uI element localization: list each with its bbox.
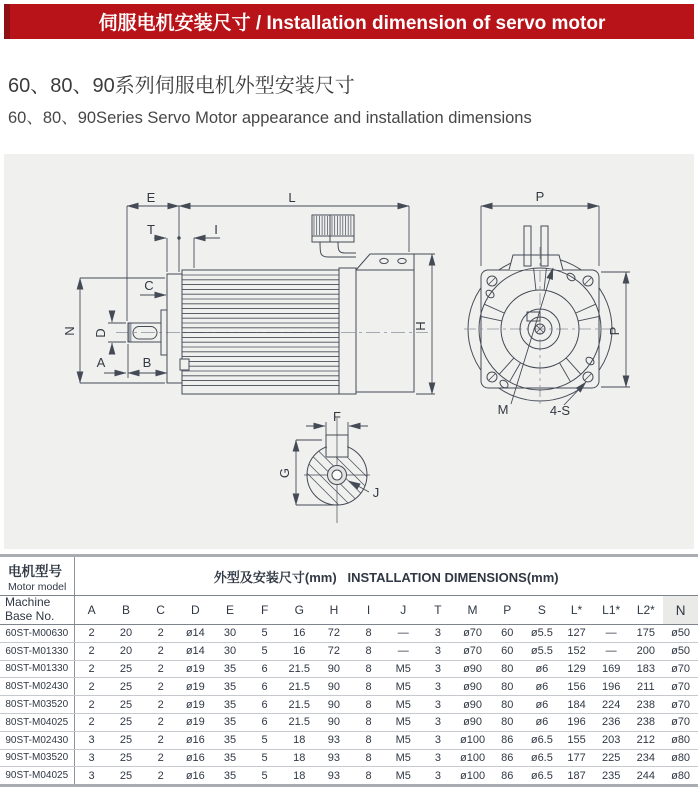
dimensions-table: [0, 554, 698, 787]
dimension-cell: 2: [143, 678, 178, 696]
dimension-cell: 35: [213, 696, 248, 714]
machine-base-no-header: [0, 596, 74, 625]
table-row: [0, 642, 698, 660]
column-header-l1: L1*: [594, 596, 629, 625]
dimension-cell: 8: [351, 625, 386, 643]
dimension-cell: 60: [490, 625, 525, 643]
column-header-c: C: [143, 596, 178, 625]
dimension-cell: 2: [143, 625, 178, 643]
dim-label-t: T: [147, 222, 155, 237]
dimension-cell: 25: [109, 749, 144, 767]
dimension-cell: 156: [559, 678, 594, 696]
dimension-cell: 3: [421, 731, 456, 749]
dimension-cell: 25: [109, 696, 144, 714]
dimension-cell: 18: [282, 749, 317, 767]
dim-label-i: I: [214, 222, 218, 237]
model-cell: 60ST-M01330: [0, 642, 74, 660]
dimension-cell: ø19: [178, 713, 213, 731]
dimension-cell: 8: [351, 696, 386, 714]
page-banner: [4, 4, 694, 39]
column-header-s: S: [525, 596, 560, 625]
dimension-cell: 5: [247, 642, 282, 660]
column-header-a: A: [74, 596, 109, 625]
table-row: [0, 678, 698, 696]
dimension-cell: ø100: [460, 769, 486, 782]
dimension-cell: ø70: [663, 713, 698, 731]
table-row: [0, 696, 698, 714]
dimension-cell: 90: [317, 696, 352, 714]
dimension-cell: ø70: [663, 678, 698, 696]
dimension-cell: 35: [213, 749, 248, 767]
table-row: [0, 731, 698, 749]
table-row: [0, 625, 698, 643]
dimension-cell: ø14: [178, 642, 213, 660]
dimension-cell: 35: [223, 769, 237, 782]
dim-label-j: J: [372, 485, 380, 500]
dimension-cell: 2: [143, 696, 178, 714]
model-cell: 80ST-M04025: [0, 713, 74, 731]
dimension-cell: —: [386, 625, 421, 643]
dimension-cell: 238: [629, 696, 664, 714]
dimension-cell: ø50: [663, 642, 698, 660]
dim-label-4s: 4-S: [549, 403, 571, 418]
dimension-cell: ø6.5: [525, 749, 560, 767]
column-header-b: B: [109, 596, 144, 625]
dimension-cell: 2: [143, 660, 178, 678]
dim-label-c: C: [144, 278, 154, 293]
dimension-cell: 8: [365, 769, 372, 782]
dim-label-h: H: [413, 321, 428, 331]
dimension-cell: 2: [74, 625, 109, 643]
column-header-t: T: [421, 596, 456, 625]
column-header-m: M: [455, 596, 490, 625]
column-header-l2: L2*: [629, 596, 664, 625]
dimension-cell: ø19: [178, 696, 213, 714]
column-header-d: D: [178, 596, 213, 625]
dimension-cell: ø80: [671, 769, 691, 782]
dimension-cell: M5: [386, 660, 421, 678]
model-cell: 80ST-M01330: [0, 660, 74, 678]
dimension-cell: 60: [490, 642, 525, 660]
dimension-cell: 196: [559, 713, 594, 731]
dimension-cell: ø70: [663, 660, 698, 678]
dimension-cell: 6: [247, 713, 282, 731]
column-header-p: P: [490, 596, 525, 625]
dimension-cell: ø6: [525, 696, 560, 714]
dimension-cell: ø16: [178, 731, 213, 749]
dimension-cell: ø14: [178, 625, 213, 643]
dimension-cell: 21.5: [282, 678, 317, 696]
dimension-cell: ø90: [455, 678, 490, 696]
dimension-cell: ø6: [525, 660, 560, 678]
dimension-cell: 80: [490, 678, 525, 696]
dimension-cell: 6: [247, 678, 282, 696]
dimension-cell: M5: [386, 678, 421, 696]
dimension-cell: 238: [629, 713, 664, 731]
machine-base-line1: Machine: [5, 595, 51, 610]
front-view-drawing: [464, 226, 616, 408]
dimension-cell: ø80: [663, 731, 698, 749]
dimension-cell: ø100: [455, 749, 490, 767]
dimension-cell: 2: [143, 642, 178, 660]
model-cell: 90ST-M02430: [0, 731, 74, 749]
dimension-cell: 5: [247, 625, 282, 643]
dimension-cell: 6: [247, 696, 282, 714]
dimension-cell: 127: [559, 625, 594, 643]
table-row: [0, 660, 698, 678]
dimension-cell: 3: [421, 642, 456, 660]
dimension-cell: 169: [594, 660, 629, 678]
dimension-cell: ø100: [455, 731, 490, 749]
dimension-cell: 25: [109, 731, 144, 749]
banner-title: 伺服电机安装尺寸 / Installation dimension of servo motor: [98, 13, 606, 34]
dimension-cell: M5: [386, 731, 421, 749]
dimension-cell: 93: [317, 749, 352, 767]
column-header-f: F: [247, 596, 282, 625]
dimension-cell: 225: [594, 749, 629, 767]
dimension-cell: 72: [317, 642, 352, 660]
dimension-cell: 129: [559, 660, 594, 678]
dim-label-d: D: [93, 328, 108, 338]
dim-label-l: L: [288, 190, 296, 205]
dimension-cell: 184: [559, 696, 594, 714]
table-row: [0, 749, 698, 767]
dimension-cell: ø6: [525, 678, 560, 696]
dimension-cell: 2: [143, 731, 178, 749]
dimension-cell: ø90: [455, 660, 490, 678]
dimension-cell: 3: [421, 625, 456, 643]
section-title-en: 60、80、90Series Servo Motor appearance and installation dimensions: [8, 109, 532, 127]
dimension-cell: 8: [351, 660, 386, 678]
dimension-cell: 80: [490, 713, 525, 731]
dimension-cell: 3: [74, 749, 109, 767]
column-header-g: G: [282, 596, 317, 625]
column-header-h: H: [317, 596, 352, 625]
dimension-cell: 2: [143, 749, 178, 767]
dimension-cell: 90: [317, 713, 352, 731]
dim-label-p-top: P: [535, 189, 545, 204]
model-cell: 80ST-M03520: [0, 696, 74, 714]
dimension-cell: 8: [351, 749, 386, 767]
dimension-cell: ø70: [663, 696, 698, 714]
dimension-cell: 235: [601, 769, 621, 782]
dimension-cell: ø5.5: [525, 642, 560, 660]
dimension-cell: 18: [293, 769, 306, 782]
dimension-cell: 80: [490, 696, 525, 714]
column-header-n: N: [663, 596, 698, 625]
connector-plug-icon: [312, 215, 356, 257]
dimension-cell: 86: [501, 769, 514, 782]
dimension-cell: 152: [559, 642, 594, 660]
dimension-cell: 3: [74, 731, 109, 749]
dimension-cell: 25: [109, 660, 144, 678]
dimension-cell: ø50: [663, 625, 698, 643]
dimension-cell: ø80: [663, 749, 698, 767]
dimension-cell: 2: [74, 642, 109, 660]
dim-label-f: F: [333, 409, 341, 424]
shaft-section-drawing: [304, 418, 370, 523]
dimension-cell: ø19: [178, 678, 213, 696]
dimension-cell: 2: [74, 660, 109, 678]
dim-label-m: M: [497, 402, 509, 417]
dimension-cell: ø6.5: [530, 769, 553, 782]
dimension-cell: ø16: [185, 769, 205, 782]
dimension-cell: M5: [386, 713, 421, 731]
dimension-cell: 183: [629, 660, 664, 678]
dimension-cell: M5: [386, 696, 421, 714]
dimension-cell: 203: [594, 731, 629, 749]
dimension-cell: 211: [629, 678, 664, 696]
dimension-cell: 3: [421, 713, 456, 731]
dimension-cell: ø6.5: [525, 731, 560, 749]
dimension-cell: ø90: [455, 696, 490, 714]
machine-base-line2: Base No.: [5, 609, 55, 623]
dimension-cell: 175: [629, 625, 664, 643]
column-header-l: L*: [559, 596, 594, 625]
shaft-section-dimensions: [296, 422, 369, 505]
dimension-cell: ø16: [178, 749, 213, 767]
table-row: [0, 713, 698, 731]
column-header-i: I: [351, 596, 386, 625]
installation-dimensions-header: 外型及安装尺寸(mm) INSTALLATION DIMENSIONS(mm): [74, 556, 698, 596]
motor-model-header-en: Motor model: [8, 580, 67, 593]
dimension-cell: 16: [282, 625, 317, 643]
dim-label-b: B: [142, 355, 152, 370]
dimension-cell: 16: [282, 642, 317, 660]
dimension-cell: 86: [490, 749, 525, 767]
dimension-cell: 35: [213, 678, 248, 696]
dimension-cell: 236: [594, 713, 629, 731]
dim-label-e: E: [146, 190, 156, 205]
dimension-cell: 35: [213, 731, 248, 749]
dimension-cell: 18: [282, 731, 317, 749]
dimension-cell: 177: [559, 749, 594, 767]
dimension-cell: 30: [213, 625, 248, 643]
dimension-cell: 2: [74, 678, 109, 696]
dimension-cell: 5: [247, 749, 282, 767]
dim-label-p-right: P: [607, 326, 622, 336]
dimension-cell: 86: [490, 731, 525, 749]
model-cell: 60ST-M00630: [0, 625, 74, 643]
dimension-cell: 93: [327, 769, 341, 782]
model-cell: 80ST-M02430: [0, 678, 74, 696]
dimension-cell: ø19: [178, 660, 213, 678]
dimension-cell: 3: [88, 769, 95, 782]
dimension-cell: 187: [567, 769, 586, 782]
dimension-cell: 72: [317, 625, 352, 643]
dimension-cell: 5: [261, 769, 268, 782]
motor-model-header-zh: 电机型号: [8, 563, 62, 579]
dimension-cell: 2: [143, 713, 178, 731]
model-cell: 90ST-M04025: [0, 767, 74, 786]
technical-drawing-panel: [4, 154, 694, 549]
dimension-cell: 90: [317, 660, 352, 678]
dimension-cell: 196: [594, 678, 629, 696]
dimension-cell: 155: [559, 731, 594, 749]
dimension-cell: ø70: [455, 625, 490, 643]
dimension-cell: 6: [247, 660, 282, 678]
dimension-cell: 80: [490, 660, 525, 678]
dimension-cell: 35: [213, 660, 248, 678]
dimension-cell: 93: [317, 731, 352, 749]
dimension-cell: 90: [317, 678, 352, 696]
table-header-row-1: [0, 556, 698, 596]
dimension-cell: 3: [421, 749, 456, 767]
model-cell: 90ST-M03520: [0, 749, 74, 767]
dimension-cell: 8: [351, 678, 386, 696]
dim-label-a: A: [96, 355, 106, 370]
column-header-j: J: [386, 596, 421, 625]
dimension-cell: ø70: [455, 642, 490, 660]
dimension-cell: 35: [213, 713, 248, 731]
dim-label-g: G: [277, 467, 292, 479]
side-view-drawing: [116, 215, 428, 394]
dimension-cell: 20: [109, 642, 144, 660]
dimension-cell: 2: [157, 769, 164, 782]
dimension-cell: M5: [395, 769, 411, 782]
dimension-cell: —: [594, 642, 629, 660]
dimension-cell: M5: [386, 749, 421, 767]
dimension-cell: 2: [74, 696, 109, 714]
dimension-cell: 2: [74, 713, 109, 731]
dimension-cell: 8: [351, 731, 386, 749]
column-header-e: E: [213, 596, 248, 625]
dimension-cell: 3: [421, 696, 456, 714]
dimension-cell: 25: [109, 678, 144, 696]
dimension-cell: 234: [629, 749, 664, 767]
dimension-cell: 20: [109, 625, 144, 643]
dimension-cell: 8: [351, 642, 386, 660]
section-title-zh: 60、80、90系列伺服电机外型安装尺寸: [8, 75, 355, 97]
dimension-cell: 200: [629, 642, 664, 660]
dimension-cell: 21.5: [282, 696, 317, 714]
dimension-cell: ø5.5: [525, 625, 560, 643]
motor-model-header: [0, 556, 74, 596]
dimension-cell: 30: [213, 642, 248, 660]
table-header-row-2: [0, 596, 698, 625]
dimension-cell: 3: [421, 678, 456, 696]
dimension-cell: 8: [351, 713, 386, 731]
dimension-cell: 3: [434, 769, 441, 782]
dimension-cell: 21.5: [282, 660, 317, 678]
dimension-cell: 3: [421, 660, 456, 678]
dimension-cell: 25: [109, 713, 144, 731]
dim-label-n: N: [62, 326, 77, 336]
table-row: [0, 767, 698, 786]
dimension-cell: 5: [247, 731, 282, 749]
section-titles: [0, 39, 698, 128]
dimension-cell: 244: [636, 769, 655, 782]
dimension-cell: —: [594, 625, 629, 643]
motor-drawings: [4, 154, 694, 549]
dimension-cell: 21.5: [282, 713, 317, 731]
dimension-cell: 25: [119, 769, 133, 782]
dimension-cell: 212: [629, 731, 664, 749]
dimension-cell: ø90: [455, 713, 490, 731]
dimension-cell: 224: [594, 696, 629, 714]
dimension-cell: ø6: [525, 713, 560, 731]
dimension-cell: —: [386, 642, 421, 660]
